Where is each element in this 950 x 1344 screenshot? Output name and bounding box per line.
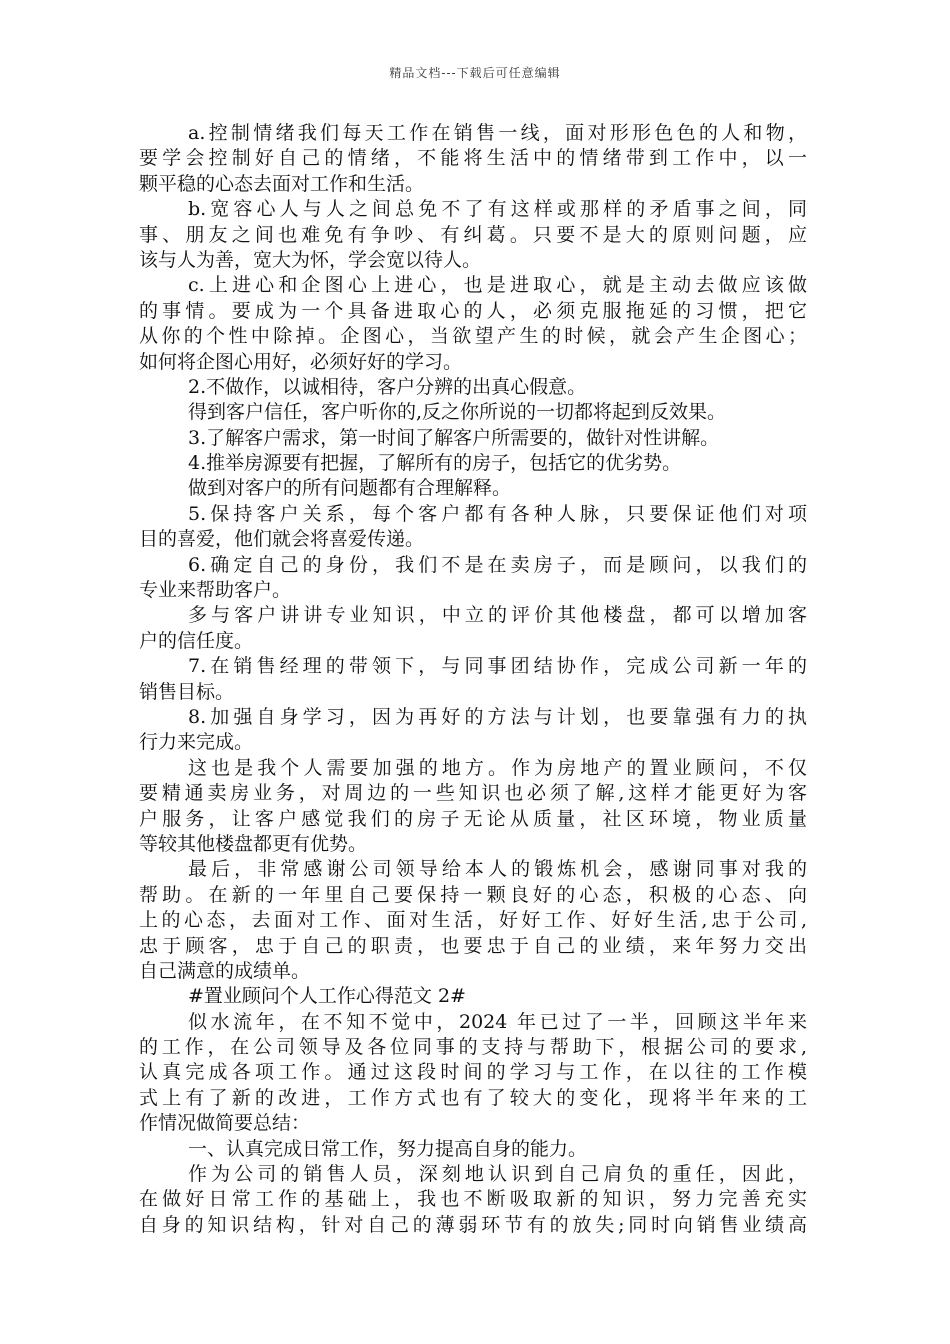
text-line: 等较其他楼盘都更有优势。 bbox=[139, 832, 368, 855]
page-header: 精品文档---下载后可任意编辑 bbox=[389, 66, 561, 80]
text-line: 这也是我个人需要加强的地方。作为房地产的置业顾问，不仅 bbox=[188, 756, 807, 779]
text-line: 一、认真完成日常工作，努力提高自身的能力。 bbox=[188, 1137, 588, 1160]
text-line: 帮助。在新的一年里自己要保持一颗良好的心态，积极的心态、向 bbox=[139, 883, 807, 906]
text-line: 似水流年，在不知不觉中，2024 年已过了一半，回顾这半年来 bbox=[188, 1010, 807, 1033]
text-line: 自身的知识结构，针对自己的薄弱环节有的放失;同时向销售业绩高 bbox=[139, 1213, 807, 1236]
text-line: 最后，非常感谢公司领导给本人的锻炼机会，感谢同事对我的 bbox=[188, 858, 807, 881]
text-line: 户的信任度。 bbox=[139, 629, 254, 652]
text-line: 事、朋友之间也难免有争吵、有纠葛。只要不是大的原则问题，应 bbox=[139, 223, 807, 246]
text-line: 的事情。要成为一个具备进取心的人，必须克服拖延的习惯，把它 bbox=[139, 299, 807, 322]
text-line: 2.不做作，以诚相待，客户分辨的出真心假意。 bbox=[188, 375, 587, 398]
text-line: 自己满意的成绩单。 bbox=[139, 959, 311, 982]
text-line: 要精通卖房业务，对周边的一些知识也必须了解,这样才能更好为客 bbox=[139, 782, 807, 805]
text-line: b.宽容心人与人之间总免不了有这样或那样的矛盾事之间，同 bbox=[188, 198, 807, 221]
text-line: 3.了解客户需求，第一时间了解客户所需要的，做针对性讲解。 bbox=[188, 426, 720, 449]
document-body bbox=[139, 121, 807, 1238]
text-line: 销售目标。 bbox=[139, 680, 235, 703]
text-line: 多与客户讲讲专业知识，中立的评价其他楼盘，都可以增加客 bbox=[188, 604, 807, 627]
text-line: 式上有了新的改进，工作方式也有了较大的变化，现将半年来的工 bbox=[139, 1086, 807, 1109]
text-line: 作情况做简要总结： bbox=[139, 1112, 311, 1135]
text-line: 得到客户信任，客户听你的,反之你所说的一切都将起到反效果。 bbox=[188, 401, 727, 424]
text-line: 该与人为善，宽大为怀，学会宽以待人。 bbox=[139, 248, 482, 271]
text-line: 上的心态，去面对工作、面对生活，好好工作、好好生活,忠于公司, bbox=[139, 909, 807, 932]
text-line: 专业来帮助客户。 bbox=[139, 579, 292, 602]
text-line: a.控制情绪我们每天工作在销售一线，面对形形色色的人和物， bbox=[188, 122, 807, 144]
text-line: 做到对客户的所有问题都有合理解释。 bbox=[188, 477, 512, 500]
text-line: 4.推举房源要有把握，了解所有的房子，包括它的优劣势。 bbox=[188, 452, 682, 475]
text-line: 户服务，让客户感觉我们的房子无论从质量，社区环境，物业质量 bbox=[139, 807, 807, 830]
text-line: 6.确定自己的身份，我们不是在卖房子，而是顾问，以我们的 bbox=[188, 553, 807, 576]
text-line: 颗平稳的心态去面对工作和生活。 bbox=[139, 172, 425, 195]
text-line: 7.在销售经理的带领下，与同事团结协作，完成公司新一年的 bbox=[188, 655, 807, 678]
text-line: 从你的个性中除掉。企图心，当欲望产生的时候，就会产生企图心； bbox=[139, 325, 807, 348]
text-line: 8.加强自身学习，因为再好的方法与计划，也要靠强有力的执 bbox=[188, 705, 807, 728]
text-line: #置业顾问个人工作心得范文 2# bbox=[188, 985, 466, 1008]
text-line: 的工作，在公司领导及各位同事的支持与帮助下，根据公司的要求, bbox=[139, 1036, 807, 1059]
text-line: 5.保持客户关系，每个客户都有各种人脉，只要保证他们对项 bbox=[188, 502, 807, 525]
text-line: c.上进心和企图心上进心，也是进取心，就是主动去做应该做 bbox=[188, 274, 807, 297]
text-line: 如何将企图心用好，必须好好的学习。 bbox=[139, 350, 463, 373]
text-line: 在做好日常工作的基础上，我也不断吸取新的知识，努力完善充实 bbox=[139, 1188, 807, 1211]
text-line: 行力来完成。 bbox=[139, 731, 254, 754]
text-line: 要学会控制好自己的情绪，不能将生活中的情绪带到工作中，以一 bbox=[139, 147, 807, 170]
text-line: 作为公司的销售人员，深刻地认识到自己肩负的重任，因此， bbox=[188, 1163, 807, 1186]
text-line: 忠于顾客，忠于自己的职责，也要忠于自己的业绩，来年努力交出 bbox=[139, 934, 807, 957]
text-line: 认真完成各项工作。通过这段时间的学习与工作，在以往的工作模 bbox=[139, 1061, 807, 1084]
text-line: 目的喜爱，他们就会将喜爱传递。 bbox=[139, 528, 425, 551]
